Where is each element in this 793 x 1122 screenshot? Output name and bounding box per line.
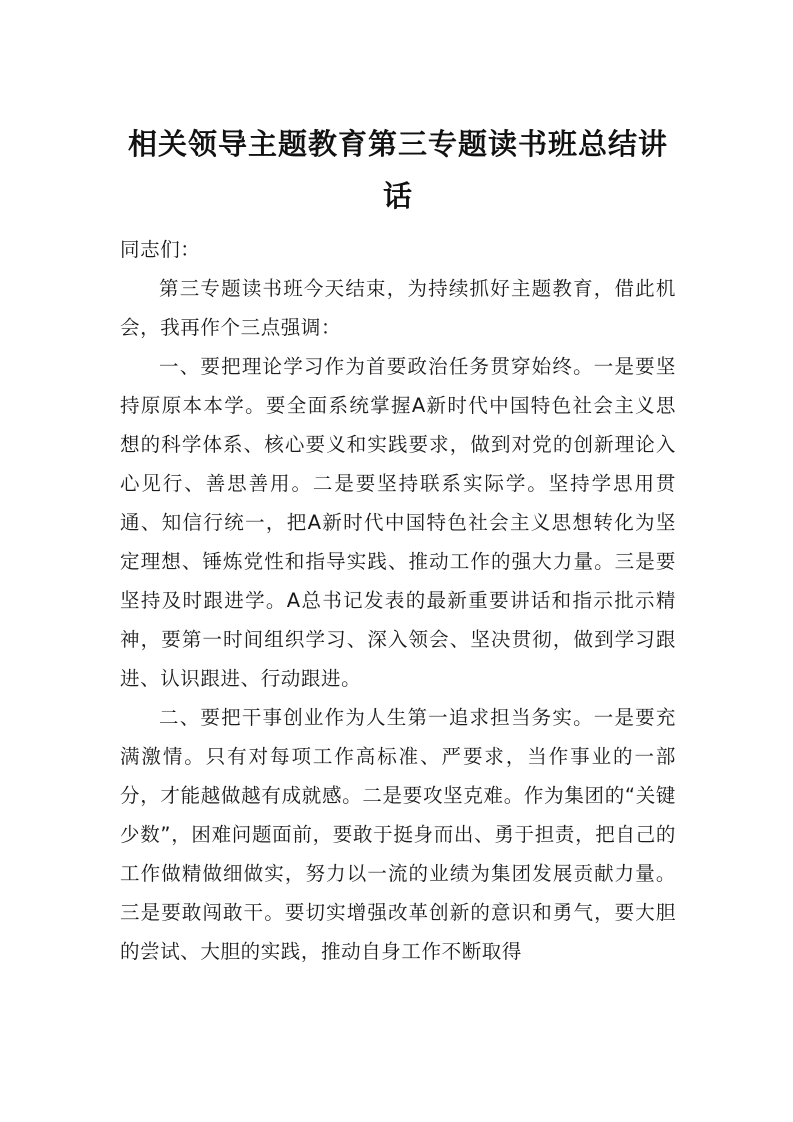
paragraph-point-one: 一、要把理论学习作为首要政治任务贯穿始终。一是要坚持原原本本学。要全面系统掌握A新时代中国特色社会主义思想的科学体系、核心要义和实践要求，做到对党的创新理论入心见行、善思善用。二是要坚持联系实际学。坚持学思用贯通、知信行统一，把A新时代中国特色社会主义思想转化为坚定理想、锤炼党性和指导实践、推动工作的强大力量。三是要坚持及时跟进学。A总书记发表的最新重要讲话和指示批示精神，要第一时间组织学习、深入领会、坚决贯彻，做到学习跟进、认识跟进、行动跟进。 [120,355,676,690]
document-title: 相关领导主题教育第三专题读书班总结讲话 [127,127,668,213]
paragraph-point-two: 二、要把干事创业作为人生第一追求担当务实。一是要充满激情。只有对每项工作高标准、严要求，当作事业的一部分，才能越做越有成就感。二是要攻坚克难。作为集团的“关键少数”，困难问题面前，要敢于挺身而出、勇于担责，把自己的工作做精做细做实，努力以一流的业绩为集团发展贡献力量。三是要敢闯敢干。要切实增强改革创新的意识和勇气，要大胆的尝试、大胆的实践，推动自身工作不断取得 [120,706,676,963]
greeting: 同志们： [120,238,201,261]
paragraph-intro: 第三专题读书班今天结束，为持续抓好主题教育，借此机会，我再作个三点强调： [120,277,676,339]
document-body [120,230,676,971]
